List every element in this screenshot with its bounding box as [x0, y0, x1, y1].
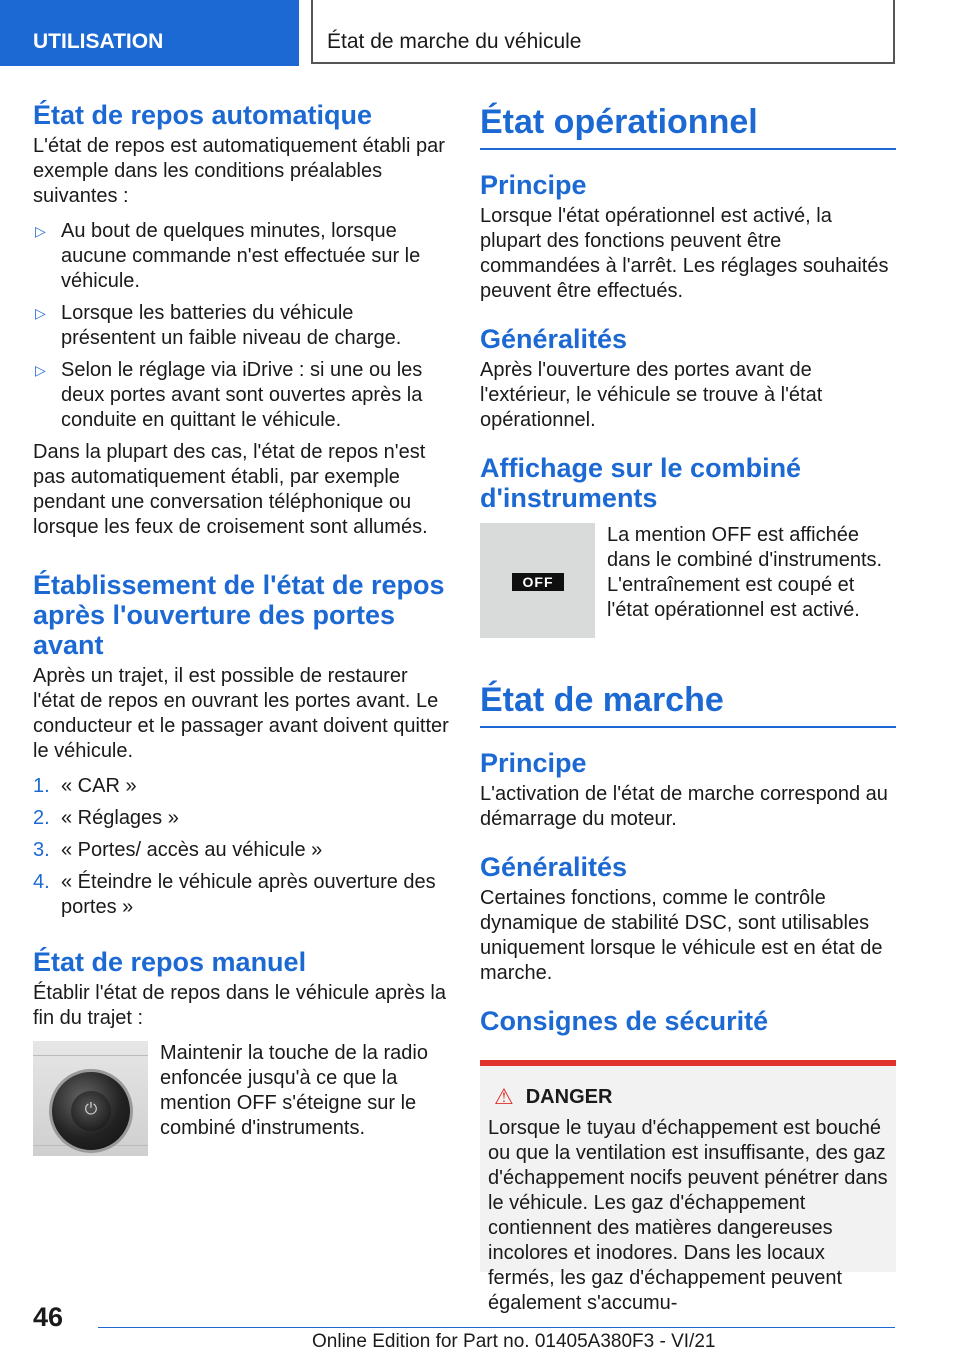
auto-rest-heading: État de repos automatique [33, 100, 373, 130]
power-icon: ⏻ [84, 1101, 98, 1118]
off-indicator: OFF [512, 573, 564, 591]
list-item: ▷ Lorsque les batteries du véhicule présentent un faible niveau de charge. [35, 302, 402, 349]
operational-principle-heading: Principe [480, 170, 587, 200]
instrument-cluster-image [480, 523, 595, 638]
manual-rest-figure [33, 1041, 449, 1156]
list-item: 1. « CAR » [33, 775, 137, 797]
manual-rest-instruction: Maintenir la touche de la radio enfoncée jusqu'à ce que la mention OFF s'éteigne sur le combiné d'instruments. [160, 1042, 428, 1139]
danger-text: Lorsque le tuyau d'échappement est bouché ou que la ventilation est insuffisante, des gaz d'échappement nocifs peuvent pénétrer dans le véhicule. Les gaz d'échappement contiennent des matières dangereuses incolores et inodores. Dans les locaux fermés, les gaz d'échappement peuvent également s'accumu- [488, 1117, 888, 1314]
list-item: ▷ Au bout de quelques minutes, lorsque aucune commande n'est effectuée sur le véhicule. [35, 220, 421, 292]
display-figure [480, 523, 896, 638]
section-tab: UTILISATION [0, 0, 299, 66]
triangle-bullet-icon: ▷ [35, 223, 46, 239]
warning-triangle-icon: ⚠ [494, 1084, 514, 1109]
list-item: 3. « Portes/ accès au véhicule » [33, 839, 323, 861]
driving-general-heading: Généralités [480, 852, 628, 882]
right-column [480, 100, 896, 1314]
radio-knob-image [33, 1041, 148, 1156]
display-heading: Affichage sur le combiné d'instruments [480, 453, 802, 513]
list-item: 4. « Éteindre le véhicule après ouverture des portes » [33, 871, 436, 918]
restore-intro: Après un trajet, il est possible de restaurer l'état de repos en ouvrant les portes avant. Le conducteur et le passager avant doivent quitter le véhicule. [33, 665, 449, 762]
driving-heading: État de marche [480, 678, 896, 728]
page-number: 46 [33, 1302, 64, 1332]
driving-principle-text: L'activation de l'état de marche correspond au démarrage du moteur. [480, 783, 888, 830]
driving-general-text: Certaines fonctions, comme le contrôle dynamique de stabilité DSC, sont utilisables uniquement lorsque le véhicule est en état de marche. [480, 887, 883, 984]
chapter-title: État de marche du véhicule [311, 0, 895, 64]
auto-rest-note: Dans la plupart des cas, l'état de repos n'est pas automatiquement établi, par exemple pendant une conversation téléphonique ou lorsque les feux de croisement sont allumés. [33, 441, 428, 538]
danger-label: DANGER [525, 1085, 613, 1108]
auto-rest-bullets [33, 219, 449, 433]
operational-principle-text: Lorsque l'état opérationnel est activé, la plupart des fonctions peuvent être commandées à l'arrêt. Les réglages souhaités peuvent être effectués. [480, 205, 889, 302]
triangle-bullet-icon: ▷ [35, 305, 46, 321]
auto-rest-intro: L'état de repos est automatiquement établi par exemple dans les conditions préalables suivantes : [33, 135, 445, 207]
list-item: 2. « Réglages » [33, 807, 179, 829]
footer-divider [98, 1327, 895, 1328]
danger-warning-box [480, 1060, 896, 1314]
left-column [33, 100, 449, 1156]
operational-heading: État opérationnel [480, 100, 896, 150]
manual-rest-intro: Établir l'état de repos dans le véhicule après la fin du trajet : [33, 982, 446, 1029]
display-text: La mention OFF est affichée dans le combiné d'instruments. L'entraînement est coupé et l'état opérationnel est activé. [607, 524, 883, 621]
manual-rest-heading: État de repos manuel [33, 947, 307, 977]
restore-steps [33, 774, 449, 920]
operational-general-text: Après l'ouverture des portes avant de l'extérieur, le véhicule se trouve à l'état opérationnel. [480, 359, 823, 431]
driving-principle-heading: Principe [480, 748, 587, 778]
footer-edition: Online Edition for Part no. 01405A380F3 - VI/21 [312, 1331, 716, 1352]
safety-heading: Consignes de sécurité [480, 1006, 769, 1036]
restore-heading: Établissement de l'état de repos après l'ouverture des portes avant [33, 570, 445, 660]
operational-general-heading: Généralités [480, 324, 628, 354]
list-item: ▷ Selon le réglage via iDrive : si une ou les deux portes avant sont ouvertes après la conduite en quittant le véhicule. [35, 359, 423, 431]
triangle-bullet-icon: ▷ [35, 362, 46, 378]
